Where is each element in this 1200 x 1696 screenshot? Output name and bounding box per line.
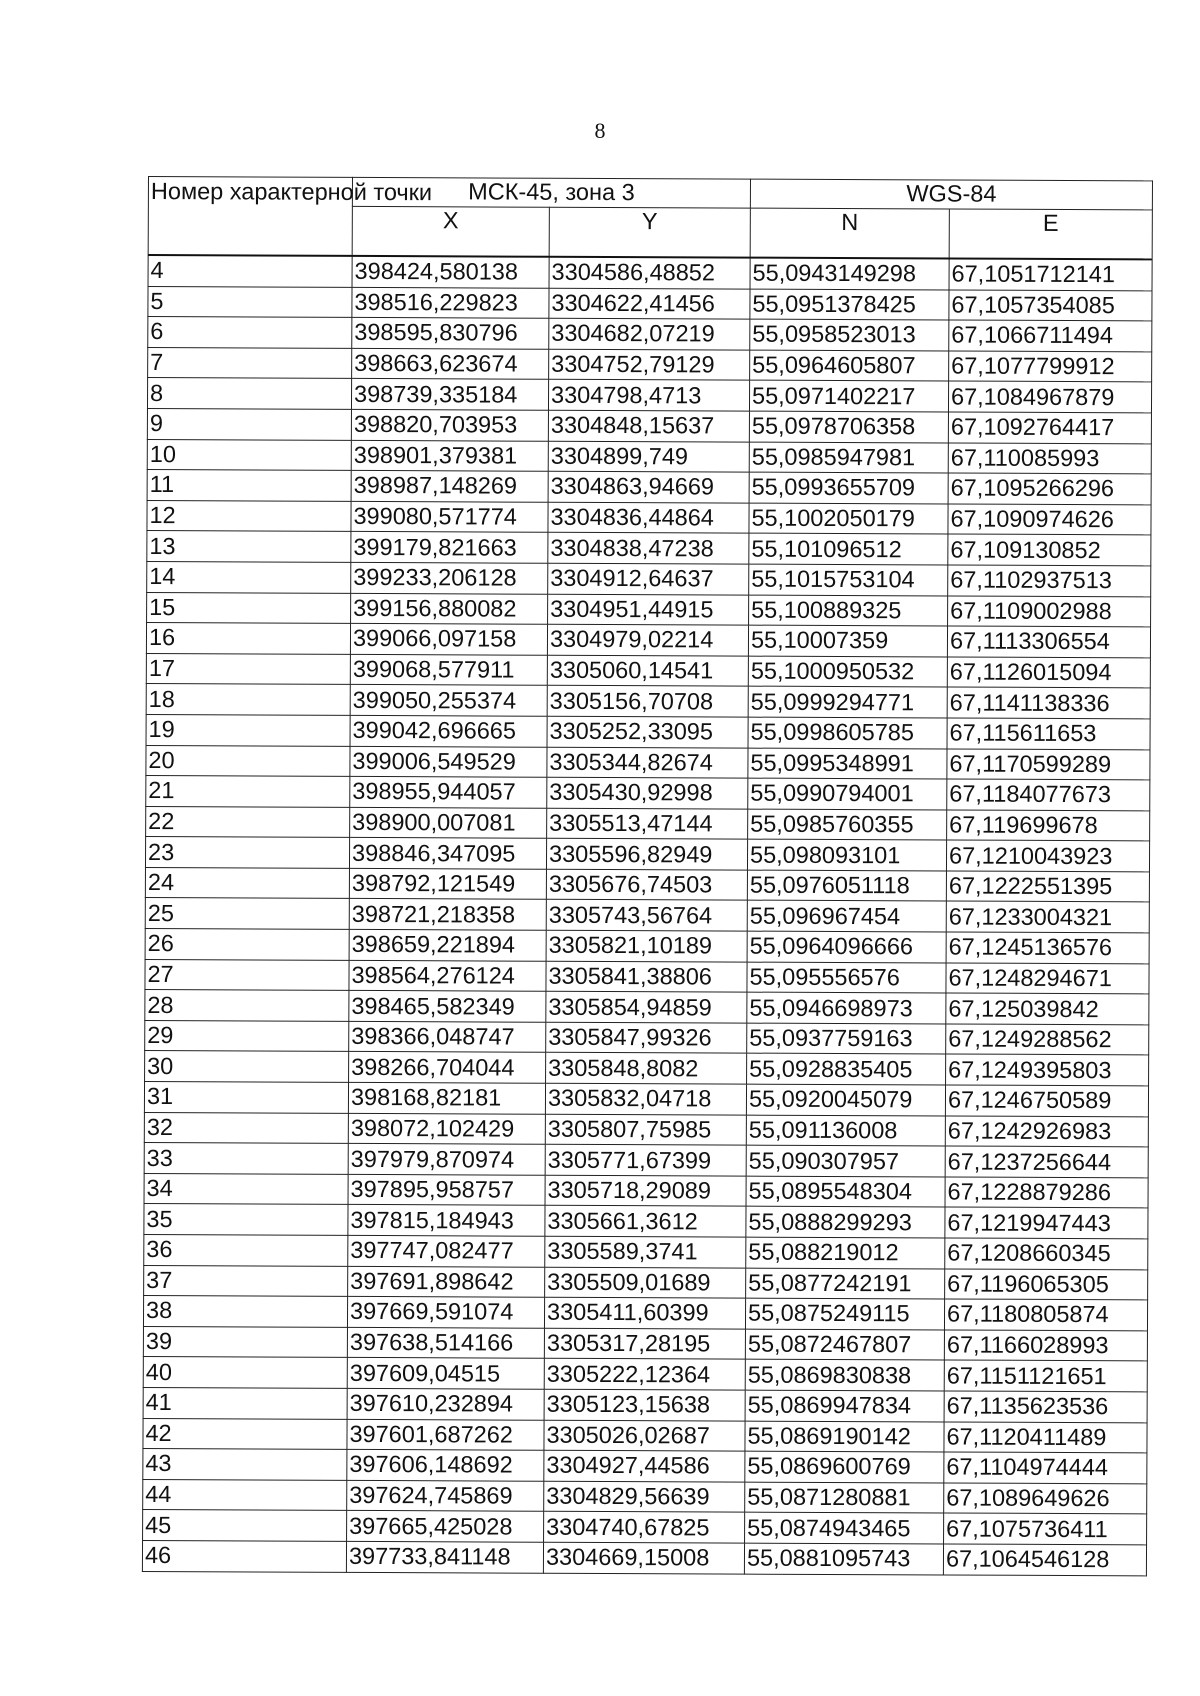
cell-y: 3304740,67825 xyxy=(544,1512,745,1543)
cell-y: 3305252,33095 xyxy=(547,716,748,747)
cell-x: 397815,184943 xyxy=(348,1205,545,1236)
cell-point-number: 26 xyxy=(145,929,349,960)
cell-point-number: 19 xyxy=(146,714,350,745)
cell-x: 398516,229823 xyxy=(352,287,549,318)
cell-x: 397733,841148 xyxy=(346,1541,543,1572)
cell-e: 67,1084967879 xyxy=(948,381,1151,412)
cell-x: 398792,121549 xyxy=(349,868,546,899)
cell-n: 55,0877242191 xyxy=(746,1268,945,1299)
cell-point-number: 30 xyxy=(145,1051,349,1082)
cell-e: 67,1180805874 xyxy=(944,1299,1147,1330)
cell-n: 55,0958523013 xyxy=(750,319,949,350)
table-row xyxy=(145,837,1149,872)
cell-point-number: 8 xyxy=(147,378,351,409)
cell-n: 55,0993655709 xyxy=(749,472,948,503)
cell-point-number: 27 xyxy=(145,959,349,990)
header-wgs-84: WGS-84 xyxy=(750,179,1152,210)
cell-x: 397601,687262 xyxy=(347,1419,544,1450)
cell-y: 3305509,01689 xyxy=(545,1267,746,1298)
cell-n: 55,088219012 xyxy=(746,1237,945,1268)
cell-x: 398820,703953 xyxy=(351,409,548,440)
cell-y: 3305222,12364 xyxy=(544,1359,745,1390)
table-row xyxy=(146,623,1150,658)
table-row xyxy=(143,1479,1147,1514)
cell-point-number: 16 xyxy=(146,623,350,654)
cell-e: 67,1092764417 xyxy=(948,412,1151,443)
cell-y: 3304863,94669 xyxy=(548,471,749,502)
page-number: 8 xyxy=(594,118,606,143)
cell-point-number: 36 xyxy=(144,1234,348,1265)
cell-e: 67,109130852 xyxy=(948,534,1151,565)
cell-point-number: 14 xyxy=(147,561,351,592)
table-row xyxy=(143,1326,1147,1361)
table-row xyxy=(144,1234,1148,1269)
cell-point-number: 23 xyxy=(145,837,349,868)
table-row xyxy=(143,1510,1147,1545)
cell-point-number: 7 xyxy=(148,347,352,378)
table-row xyxy=(145,990,1149,1025)
cell-x: 397609,04515 xyxy=(347,1358,544,1389)
cell-n: 55,1000950532 xyxy=(748,656,947,687)
cell-n: 55,0872467807 xyxy=(745,1329,944,1360)
cell-y: 3305854,94859 xyxy=(546,991,747,1022)
table-row xyxy=(145,929,1149,964)
cell-n: 55,0869947834 xyxy=(745,1390,944,1421)
cell-e: 67,1109002988 xyxy=(948,596,1151,627)
cell-x: 398846,347095 xyxy=(349,838,546,869)
table-row xyxy=(143,1357,1147,1392)
table-row xyxy=(143,1449,1147,1484)
header-msk-45: МСК-45, зона 3 xyxy=(352,177,750,208)
cell-x: 397747,082477 xyxy=(348,1235,545,1266)
cell-y: 3304752,79129 xyxy=(549,349,750,380)
cell-x: 397624,745869 xyxy=(347,1480,544,1511)
cell-point-number: 22 xyxy=(146,806,350,837)
table-row xyxy=(144,1143,1148,1178)
table-row xyxy=(146,714,1150,749)
coordinates-table xyxy=(142,176,1153,1576)
cell-n: 55,0869830838 xyxy=(745,1359,944,1390)
cell-e: 67,1170599289 xyxy=(947,748,1150,779)
cell-e: 67,1135623536 xyxy=(944,1391,1147,1422)
cell-point-number: 46 xyxy=(142,1540,346,1571)
cell-y: 3304622,41456 xyxy=(549,288,750,319)
cell-n: 55,0985760355 xyxy=(748,809,947,840)
cell-n: 55,101096512 xyxy=(749,533,948,564)
cell-y: 3305847,99326 xyxy=(546,1022,747,1053)
cell-y: 3305344,82674 xyxy=(547,747,748,778)
cell-e: 67,1104974444 xyxy=(944,1452,1147,1483)
cell-e: 67,1113306554 xyxy=(947,626,1150,657)
cell-x: 399080,571774 xyxy=(351,501,548,532)
cell-x: 399066,097158 xyxy=(350,624,547,655)
cell-e: 67,1246750589 xyxy=(945,1085,1148,1116)
table-row xyxy=(147,531,1151,566)
cell-y: 3305513,47144 xyxy=(547,808,748,839)
cell-e: 67,1090974626 xyxy=(948,504,1151,535)
cell-x: 397665,425028 xyxy=(347,1511,544,1542)
cell-point-number: 35 xyxy=(144,1204,348,1235)
cell-point-number: 29 xyxy=(145,1020,349,1051)
cell-x: 398168,82181 xyxy=(348,1082,545,1113)
cell-e: 67,1222551395 xyxy=(946,871,1149,902)
cell-e: 67,1245136576 xyxy=(946,932,1149,963)
cell-e: 67,1249395803 xyxy=(946,1054,1149,1085)
cell-x: 399233,206128 xyxy=(351,562,548,593)
cell-point-number: 33 xyxy=(144,1143,348,1174)
cell-y: 3304798,4713 xyxy=(548,380,749,411)
cell-x: 397669,591074 xyxy=(347,1297,544,1328)
table-row xyxy=(148,347,1152,382)
cell-n: 55,096967454 xyxy=(747,901,946,932)
cell-n: 55,1015753104 xyxy=(749,564,948,595)
cell-n: 55,0946698973 xyxy=(747,992,946,1023)
cell-x: 399006,549529 xyxy=(350,746,547,777)
table-row xyxy=(145,1020,1149,1055)
cell-x: 398266,704044 xyxy=(349,1052,546,1083)
cell-y: 3305807,75985 xyxy=(545,1114,746,1145)
cell-e: 67,1237256644 xyxy=(945,1146,1148,1177)
cell-e: 67,1051712141 xyxy=(949,258,1152,290)
cell-y: 3304838,47238 xyxy=(548,533,749,564)
table-row xyxy=(147,378,1151,413)
table-row xyxy=(147,439,1151,474)
cell-e: 67,1233004321 xyxy=(946,901,1149,932)
cell-x: 398987,148269 xyxy=(351,471,548,502)
cell-n: 55,0971402217 xyxy=(749,381,948,412)
cell-e: 67,1196065305 xyxy=(945,1269,1148,1300)
cell-point-number: 44 xyxy=(143,1479,347,1510)
cell-e: 67,110085993 xyxy=(948,443,1151,474)
cell-y: 3305060,14541 xyxy=(547,655,748,686)
cell-x: 397638,514166 xyxy=(347,1327,544,1358)
cell-n: 55,10007359 xyxy=(748,625,947,656)
cell-e: 67,1077799912 xyxy=(949,351,1152,382)
cell-e: 67,1066711494 xyxy=(949,320,1152,351)
cell-y: 3304912,64637 xyxy=(548,563,749,594)
header-row-groups xyxy=(148,177,1152,210)
cell-n: 55,0976051118 xyxy=(747,870,946,901)
cell-n: 55,0888299293 xyxy=(746,1207,945,1238)
cell-n: 55,0875249115 xyxy=(745,1298,944,1329)
table-row xyxy=(144,1082,1148,1117)
cell-x: 398663,623674 xyxy=(352,348,549,379)
cell-y: 3304682,07219 xyxy=(549,318,750,349)
cell-point-number: 43 xyxy=(143,1449,347,1480)
cell-e: 67,119699678 xyxy=(947,810,1150,841)
cell-n: 55,0964605807 xyxy=(750,350,949,381)
cell-n: 55,0874943465 xyxy=(745,1512,944,1543)
cell-x: 398955,944057 xyxy=(350,776,547,807)
cell-y: 3304951,44915 xyxy=(548,594,749,625)
cell-n: 55,0869190142 xyxy=(745,1421,944,1452)
cell-e: 67,1184077673 xyxy=(947,779,1150,810)
table-row xyxy=(148,317,1152,352)
cell-y: 3305676,74503 xyxy=(546,869,747,900)
table-row xyxy=(145,1051,1149,1086)
cell-y: 3304899,749 xyxy=(548,441,749,472)
table-body xyxy=(142,255,1152,1575)
cell-n: 55,0990794001 xyxy=(748,778,947,809)
cell-x: 397610,232894 xyxy=(347,1388,544,1419)
cell-n: 55,0998605785 xyxy=(748,717,947,748)
cell-e: 67,1249288562 xyxy=(946,1024,1149,1055)
cell-point-number: 18 xyxy=(146,684,350,715)
cell-point-number: 38 xyxy=(143,1296,347,1327)
cell-point-number: 21 xyxy=(146,776,350,807)
cell-y: 3305123,15638 xyxy=(544,1389,745,1420)
cell-n: 55,0895548304 xyxy=(746,1176,945,1207)
table-row xyxy=(145,898,1149,933)
table-row xyxy=(142,1540,1146,1575)
cell-y: 3305661,3612 xyxy=(545,1206,746,1237)
cell-point-number: 13 xyxy=(147,531,351,562)
table-row xyxy=(147,500,1151,535)
cell-y: 3304836,44864 xyxy=(548,502,749,533)
cell-point-number: 32 xyxy=(144,1112,348,1143)
cell-y: 3304979,02214 xyxy=(547,624,748,655)
cell-x: 398900,007081 xyxy=(350,807,547,838)
cell-n: 55,098093101 xyxy=(747,839,946,870)
cell-e: 67,1126015094 xyxy=(947,657,1150,688)
cell-n: 55,0999294771 xyxy=(748,686,947,717)
cell-point-number: 10 xyxy=(147,439,351,470)
cell-x: 399050,255374 xyxy=(350,685,547,716)
cell-e: 67,1075736411 xyxy=(944,1513,1147,1544)
table-row xyxy=(147,592,1151,627)
cell-point-number: 28 xyxy=(145,990,349,1021)
cell-y: 3305771,67399 xyxy=(545,1144,746,1175)
table-row xyxy=(144,1265,1148,1300)
cell-point-number: 41 xyxy=(143,1387,347,1418)
cell-point-number: 39 xyxy=(143,1326,347,1357)
header-n: N xyxy=(750,208,949,258)
cell-point-number: 17 xyxy=(146,653,350,684)
cell-point-number: 40 xyxy=(143,1357,347,1388)
cell-x: 398901,379381 xyxy=(351,440,548,471)
table-row xyxy=(145,867,1149,902)
cell-x: 398595,830796 xyxy=(352,318,549,349)
cell-y: 3305743,56764 xyxy=(546,900,747,931)
cell-x: 398072,102429 xyxy=(348,1113,545,1144)
cell-y: 3304927,44586 xyxy=(544,1450,745,1481)
cell-e: 67,125039842 xyxy=(946,993,1149,1024)
cell-y: 3305821,10189 xyxy=(546,930,747,961)
cell-n: 55,0964096666 xyxy=(747,931,946,962)
cell-n: 55,0978706358 xyxy=(749,411,948,442)
cell-x: 398366,048747 xyxy=(349,1021,546,1052)
table-row xyxy=(147,561,1151,596)
cell-e: 67,1248294671 xyxy=(946,963,1149,994)
cell-e: 67,1057354085 xyxy=(949,290,1152,321)
cell-n: 55,0943149298 xyxy=(750,258,949,290)
table-row xyxy=(144,1204,1148,1239)
cell-y: 3305718,29089 xyxy=(545,1175,746,1206)
table-row xyxy=(148,286,1152,321)
cell-n: 55,090307957 xyxy=(746,1145,945,1176)
cell-y: 3305156,70708 xyxy=(547,686,748,717)
cell-e: 67,1219947443 xyxy=(945,1207,1148,1238)
table-row xyxy=(146,806,1150,841)
cell-y: 3304669,15008 xyxy=(543,1542,744,1573)
cell-n: 55,100889325 xyxy=(749,595,948,626)
cell-y: 3305430,92998 xyxy=(547,777,748,808)
cell-e: 67,1210043923 xyxy=(946,840,1149,871)
cell-y: 3305848,8082 xyxy=(546,1053,747,1084)
cell-point-number: 20 xyxy=(146,745,350,776)
cell-point-number: 5 xyxy=(148,286,352,317)
cell-y: 3304848,15637 xyxy=(548,410,749,441)
cell-y: 3305596,82949 xyxy=(546,839,747,870)
cell-n: 55,0937759163 xyxy=(747,1023,946,1054)
cell-y: 3305832,04718 xyxy=(545,1083,746,1114)
cell-e: 67,1151121651 xyxy=(944,1360,1147,1391)
cell-n: 55,095556576 xyxy=(747,962,946,993)
header-e: E xyxy=(949,209,1152,259)
cell-point-number: 12 xyxy=(147,500,351,531)
cell-x: 398739,335184 xyxy=(351,379,548,410)
cell-point-number: 34 xyxy=(144,1173,348,1204)
table-row xyxy=(146,653,1150,688)
cell-x: 399179,821663 xyxy=(351,532,548,563)
cell-e: 67,1064546128 xyxy=(943,1544,1146,1575)
cell-e: 67,115611653 xyxy=(947,718,1150,749)
cell-y: 3305589,3741 xyxy=(545,1236,746,1267)
cell-point-number: 6 xyxy=(148,317,352,348)
table-row xyxy=(143,1296,1147,1331)
cell-x: 397691,898642 xyxy=(348,1266,545,1297)
cell-point-number: 42 xyxy=(143,1418,347,1449)
cell-x: 398424,580138 xyxy=(352,256,549,288)
cell-n: 55,0985947981 xyxy=(749,442,948,473)
table-row xyxy=(145,959,1149,994)
cell-e: 67,1166028993 xyxy=(944,1330,1147,1361)
cell-x: 397979,870974 xyxy=(348,1144,545,1175)
cell-x: 398659,221894 xyxy=(349,929,546,960)
cell-n: 55,0995348991 xyxy=(748,748,947,779)
cell-x: 399156,880082 xyxy=(351,593,548,624)
cell-x: 398465,582349 xyxy=(349,991,546,1022)
table-row xyxy=(143,1387,1147,1422)
cell-y: 3305026,02687 xyxy=(544,1420,745,1451)
cell-x: 399068,577911 xyxy=(350,654,547,685)
table-row xyxy=(146,776,1150,811)
cell-n: 55,0871280881 xyxy=(745,1482,944,1513)
cell-point-number: 45 xyxy=(143,1510,347,1541)
cell-point-number: 4 xyxy=(148,255,352,287)
cell-x: 397606,148692 xyxy=(347,1450,544,1481)
table-row xyxy=(146,684,1150,719)
cell-e: 67,1242926983 xyxy=(945,1116,1148,1147)
cell-e: 67,1228879286 xyxy=(945,1177,1148,1208)
header-y: Y xyxy=(549,207,750,257)
cell-n: 55,0869600769 xyxy=(745,1451,944,1482)
cell-point-number: 31 xyxy=(144,1082,348,1113)
cell-x: 399042,696665 xyxy=(350,715,547,746)
table-row xyxy=(146,745,1150,780)
cell-e: 67,1120411489 xyxy=(944,1422,1147,1453)
cell-y: 3305317,28195 xyxy=(544,1328,745,1359)
cell-x: 398564,276124 xyxy=(349,960,546,991)
cell-y: 3304586,48852 xyxy=(549,257,750,289)
cell-n: 55,0920045079 xyxy=(746,1084,945,1115)
cell-n: 55,0951378425 xyxy=(750,289,949,320)
table-row xyxy=(147,470,1151,505)
header-x: X xyxy=(352,206,549,256)
cell-e: 67,1089649626 xyxy=(944,1483,1147,1514)
cell-x: 397895,958757 xyxy=(348,1174,545,1205)
cell-e: 67,1141138336 xyxy=(947,687,1150,718)
table-row xyxy=(147,408,1151,443)
table-row xyxy=(143,1418,1147,1453)
cell-n: 55,091136008 xyxy=(746,1115,945,1146)
cell-point-number: 24 xyxy=(145,867,349,898)
cell-y: 3305411,60399 xyxy=(544,1297,745,1328)
cell-point-number: 9 xyxy=(147,408,351,439)
cell-n: 55,0881095743 xyxy=(744,1543,943,1574)
cell-point-number: 37 xyxy=(144,1265,348,1296)
cell-e: 67,1102937513 xyxy=(948,565,1151,596)
cell-y: 3304829,56639 xyxy=(544,1481,745,1512)
cell-e: 67,1208660345 xyxy=(945,1238,1148,1269)
cell-e: 67,1095266296 xyxy=(948,473,1151,504)
cell-n: 55,0928835405 xyxy=(747,1054,946,1085)
header-point-number: Номер характерной точки xyxy=(148,177,352,256)
table-row xyxy=(148,255,1152,290)
table-header xyxy=(148,177,1152,260)
cell-point-number: 11 xyxy=(147,470,351,501)
cell-n: 55,1002050179 xyxy=(749,503,948,534)
cell-point-number: 15 xyxy=(147,592,351,623)
cell-y: 3305841,38806 xyxy=(546,961,747,992)
cell-x: 398721,218358 xyxy=(349,899,546,930)
table-row xyxy=(144,1173,1148,1208)
table-row xyxy=(144,1112,1148,1147)
cell-point-number: 25 xyxy=(145,898,349,929)
